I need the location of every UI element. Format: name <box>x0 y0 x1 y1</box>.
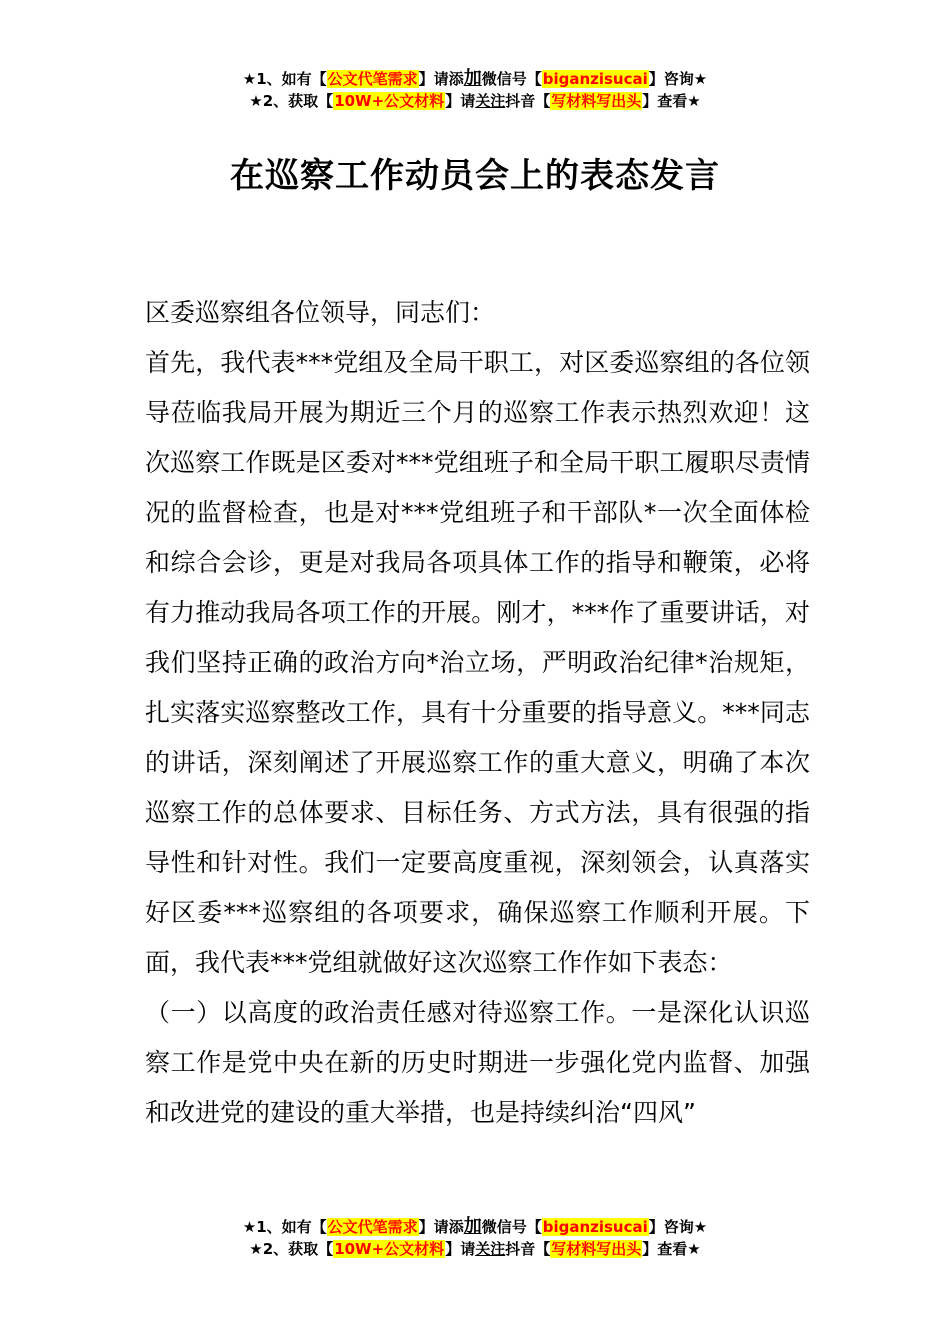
banner-text: ★2、获取【 <box>249 92 334 110</box>
banner-highlight: 公文代笔需求 <box>327 70 418 88</box>
banner-text: 】请添 <box>418 70 464 88</box>
banner-text: 微信号【 <box>481 70 542 88</box>
body-paragraph: 首先，我代表***党组及全局干职工，对区委巡察组的各位领导莅临我局开展为期近三个月的巡察工作表示热烈欢迎！这次巡察工作既是区委对***党组班子和全局干职工履职尽责情况的监督检查，也是对***党组班子和干部队*一次全面体检和综合会诊，更是对我局各项具体工作的指导和鞭策，必将有力推动我局各项工作的开展。刚才，***作了重要讲话，对我们坚持正确的政治方向*治立场，严明政治纪律*治规矩，扎实落实巡察整改工作，具有十分重要的指导意义。***同志的讲话，深刻阐述了开展巡察工作的重大意义，明确了本次巡察工作的总体要求、目标任务、方式方法，具有很强的指导性和针对性。我们一定要高度重视，深刻领会，认真落实好区委***巡察组的各项要求，确保巡察工作顺利开展。下面，我代表***党组就做好这次巡察工作作如下表态： <box>145 348 810 977</box>
document-body <box>145 288 810 1138</box>
banner-text: 】查看★ <box>642 92 701 110</box>
banner-line-2 <box>0 1238 950 1260</box>
banner-line-2 <box>0 90 950 112</box>
banner-highlight: 10W+公文材料 <box>334 92 445 110</box>
banner-text: 抖音【 <box>505 92 551 110</box>
banner-text: ★1、如有【 <box>242 1218 327 1236</box>
banner-highlight: 公文代笔需求 <box>327 1218 418 1236</box>
banner-line-1 <box>0 1216 950 1238</box>
banner-text: 】请 <box>445 1240 476 1258</box>
banner-emphasis: 关注 <box>475 1240 506 1258</box>
banner-emphasis: 加 <box>463 68 482 89</box>
banner-highlight: biganzisucai <box>542 70 648 88</box>
banner-highlight: biganzisucai <box>542 1218 648 1236</box>
banner-emphasis: 加 <box>463 1216 482 1237</box>
banner-text: 】咨询★ <box>648 1218 708 1236</box>
salutation: 区委巡察组各位领导，同志们： <box>145 298 496 327</box>
banner-text: 微信号【 <box>481 1218 542 1236</box>
banner-highlight: 写材料写出头 <box>551 92 642 110</box>
banner-text: 】请添 <box>418 1218 464 1236</box>
banner-text: ★1、如有【 <box>242 70 327 88</box>
banner-text: 】咨询★ <box>648 70 708 88</box>
header-banner <box>0 68 950 112</box>
banner-highlight: 写材料写出头 <box>551 1240 642 1258</box>
banner-text: 】请 <box>445 92 476 110</box>
banner-line-1 <box>0 68 950 90</box>
banner-emphasis: 关注 <box>475 92 506 110</box>
document-title: 在巡察工作动员会上的表态发言 <box>230 156 720 196</box>
banner-text: 抖音【 <box>505 1240 551 1258</box>
footer-banner <box>0 1216 950 1260</box>
banner-highlight: 10W+公文材料 <box>334 1240 445 1258</box>
banner-text: 】查看★ <box>642 1240 701 1258</box>
body-paragraph: （一）以高度的政治责任感对待巡察工作。一是深化认识巡察工作是党中央在新的历史时期进一步强化党内监督、加强和改进党的建设的重大举措，也是持续纠治“四风” <box>145 998 810 1127</box>
banner-text: ★2、获取【 <box>249 1240 334 1258</box>
